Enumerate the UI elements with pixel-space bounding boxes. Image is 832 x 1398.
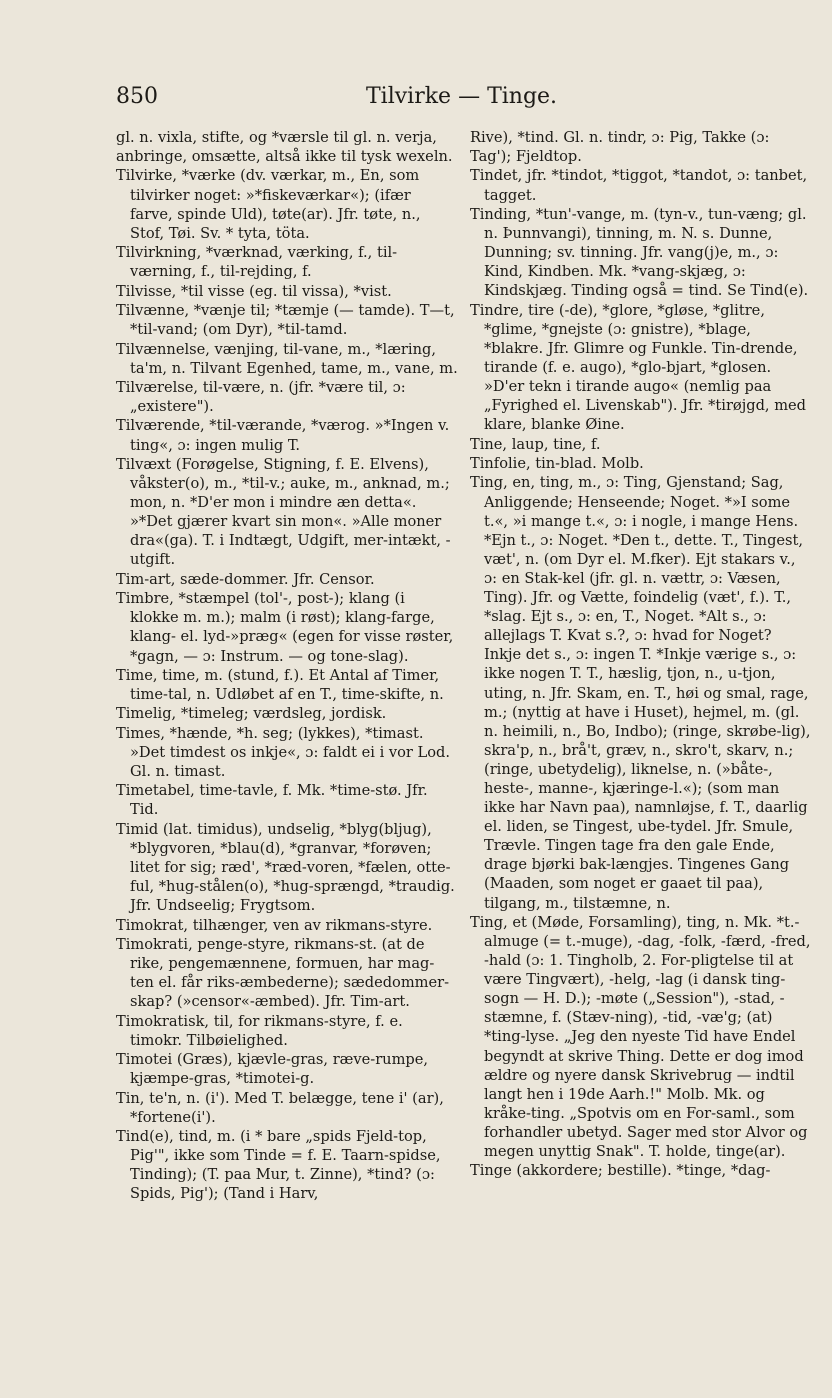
entry-text: gl. n. vixla, stifte, og *værsle til gl. n. verja, anbringe, omsætte, altså ikke til tysk wexeln. <box>116 129 453 166</box>
entry-times: Times, *hænde, *h. seg; (lykkes), *timast. »Det timdest os inkje«, ɔ: faldt ei i vor Lod. Gl. n. timast. <box>116 724 451 780</box>
running-title: Tilvirke — Tinge. <box>366 84 558 109</box>
right-column <box>470 128 812 1181</box>
entry-tinding: Tinding, *tun'-vange, m. (tyn-v., tun-væng; gl. n. Þunnvangi), tinning, m. N. s. Dunne, Dunning; sv. tinning. Jfr. vang(j)e, m., ɔ: Kind, Kindben. Mk. *vang-skjæg, ɔ: Kindskjæg. Tinding også = tind. Se Tind(e). <box>470 205 809 300</box>
entry-tindre: Tindre, tire (-de), *glore, *gløse, *glitre, *glime, *gnejste (ɔ: gnistre), *blage, *blakre. Jfr. Glimre og Funkle. Tin-drende, tirande (f. e. augo), *glo-bjart, *glosen. »D'er tekn i tirande augo« (nemlig paa „Fyrighed el. Livenskab"). Jfr. *tirøjgd, med klare, blanke Øine. <box>470 301 807 434</box>
entry-tinge: Tinge (akkordere; bestille). *tinge, *dag- <box>470 1162 771 1180</box>
entry-tilvaerelse: Tilværelse, til-være, n. (jfr. *være til, ɔ: „existere"). <box>116 379 406 416</box>
entry-tindet: Tindet, jfr. *tindot, *tiggot, *tandot, ɔ: tanbet, tagget. <box>470 167 808 204</box>
entry-tilvirkning: Tilvirkning, *værknad, værking, f., til-værning, f., til-rejding, f. <box>116 244 398 281</box>
entry-timelig: Timelig, *timeleg; værdsleg, jordisk. <box>116 705 387 723</box>
entry-timotei: Timotei (Græs), kjævle-gras, ræve-rumpe, kjæmpe-gras, *timotei-g. <box>116 1051 429 1088</box>
entry-time: Time, time, m. (stund, f.). Et Antal af Timer, time-tal, n. Udløbet af en T., time-skifte, n. <box>116 666 444 703</box>
entry-timetabel: Timetabel, time-tavle, f. Mk. *time-stø. Jfr. Tid. <box>116 782 428 819</box>
entry-timokrati: Timokrati, penge-styre, rikmans-st. (at de rike, pengemænnene, formuen, har mag-ten el. får riks-æmbederne); sædedommer-skap? (»censor«-æmbed). Jfr. Tim-art. <box>116 935 450 1011</box>
entry-tim-art: Tim-art, sæde-dommer. Jfr. Censor. <box>116 570 375 588</box>
entry-timokrat: Timokrat, tilhænger, ven av rikmans-styre. <box>116 916 433 934</box>
entry-timbre: Timbre, *stæmpel (tol'-, post-); klang (i klokke m. m.); malm (i røst); klang-farge, klang- el. lyd-»præg« (egen for visse røster, *gagn, — ɔ: Instrum. — og tone-slag). <box>116 590 454 665</box>
entry-ting-et: Ting, et (Møde, Forsamling), ting, n. Mk. *t.-almuge (= t.-muge), -dag, -folk, -færd, -fred, -hald (ɔ: 1. Tingholb, 2. For-pligtelse til at være Tingvært), -helg, -lag (i dansk ting-sogn — H. D.); -møte („Session"), -stad, -stæmne, f. (Stæv-ning), -tid, -væ'g; (at) *ting-lyse. „Jeg den nyeste Tid have Endel begyndt at skrive Thing. Dette er dog imod ældre og nyere dansk Skrivebrug — indtil langt hen i 19de Aarh.!" Molb. Mk. og kråke-ting. „Spotvis om en For-saml., som forhandler ubetyd. Sager med stor Alvor og megen unyttig Snak". T. holde, tinge(ar). <box>470 913 811 1161</box>
entry-tinfolie: Tinfolie, tin-blad. Molb. <box>470 455 644 473</box>
entry-tilvisse: Tilvisse, *til visse (eg. til vissa), *vist. <box>116 282 392 300</box>
entry-tilvirke: Tilvirke, *værke (dv. værkar, m., En, som tilvirker noget: »*fiskeværkar«); (ifær farve, spinde Uld), tøte(ar). Jfr. tøte, n., Stof, Tøi. Sv. * tyta, töta. <box>116 167 421 242</box>
entry-timokratisk: Timokratisk, til, for rikmans-styre, f. e. timokr. Tilbøielighed. <box>116 1012 403 1049</box>
left-column <box>116 128 458 1204</box>
entry-tilvaext: Tilvæxt (Forøgelse, Stigning, f. E. Elvens), våkster(o), m., *til-v.; auke, m., anknad, m.; mon, n. *D'er mon i mindre æn detta«. »*Det gjærer kvart sin mon«. »Alle moner dra«(ga). T. i Indtægt, Udgift, mer-intækt, -utgift. <box>116 455 451 569</box>
entry-tilvaenne: Tilvænne, *vænje til; *tæmje (— tamde). T—t, *til-vand; (om Dyr), *til-tamd. <box>116 302 455 339</box>
entry-tine: Tine, laup, tine, f. <box>470 435 601 453</box>
page-header <box>116 84 788 118</box>
entry-tinde: Tind(e), tind, m. (i * bare „spids Fjeld-top, Pig'", ikke som Tinde = f. E. Taarn-spidse, Tinding); (T. paa Mur, t. Zinne), *tind? (ɔ: Spids, Pig'); (Tand i Harv, <box>116 1128 441 1203</box>
entry-ting-en: Ting, en, ting, m., ɔ: Ting, Gjenstand; Sag, Anliggende; Henseende; Noget. *»I some t.«, »i mange t.«, ɔ: i nogle, i mange Hens. *Ejn t., ɔ: Noget. *Den t., dette. T., Tingest, væt', n. (om Dyr el. M.fker). Ejt stakars v., ɔ: en Stak-kel (jfr. gl. n. vættr, ɔ: Væsen, Ting). Jfr. og Vætte, foindelig (væt', f.). T., *slag. Ejt s., ɔ: en, T., Noget. *Alt s., ɔ: allejlags T. Kvat s.?, ɔ: hvad for Noget? Inkje det s., ɔ: ingen T. *Inkje værige s., ɔ: ikke nogen T. T., hæslig, tjon, n., u-tjon, uting, n. Jfr. Skam, en. T., høi og smal, rage, m.; (nyttig at have i Huset), hejmel, m. (gl. n. heimili, n., Bo, Indbo); (ringe, skrøbe-lig), skra'p, n., brå't, græv, n., skro't, skarv, n.; (ringe, ubetydelig), liknelse, n. (»båte-, heste-, manne-, kjæringe-l.«); (som man ikke har Navn paa), namnløjse, f. T., daarlig el. liden, se Tingest, ube-tydel. Jfr. Smule, Trævle. Tingen tage fra den gale Ende, drage bjørki bak-længjes. Tingenes Gang (Maaden, som noget er gaaet til paa), tilgang, m., tilstæmne, n. <box>470 474 811 912</box>
entry-tin: Tin, te'n, n. (i'). Med T. belægge, tene i' (ar), *fortene(i'). <box>116 1089 444 1126</box>
entry-timid: Timid (lat. timidus), undselig, *blyg(bljug), *blygvoren, *blau(d), *granvar, *forøven; litet for sig; ræd', *ræd-voren, *fælen, otte-ful, *hug-stålen(o), *hug-sprængd, *traudig. Jfr. Undseelig; Frygtsom. <box>116 820 455 915</box>
page-number: 850 <box>116 84 158 109</box>
entry-tilvaennelse: Tilvænnelse, vænjing, til-vane, m., *læring, ta'm, n. Tilvant Egenhed, tame, m., vane, m. <box>116 340 458 377</box>
entry-text: Rive), *tind. Gl. n. tindr, ɔ: Pig, Takke (ɔ: Tag'); Fjeldtop. <box>470 129 770 166</box>
entry-tilvaerende: Tilværende, *til-værande, *værog. »*Ingen v. ting«, ɔ: ingen mulig T. <box>116 417 450 454</box>
